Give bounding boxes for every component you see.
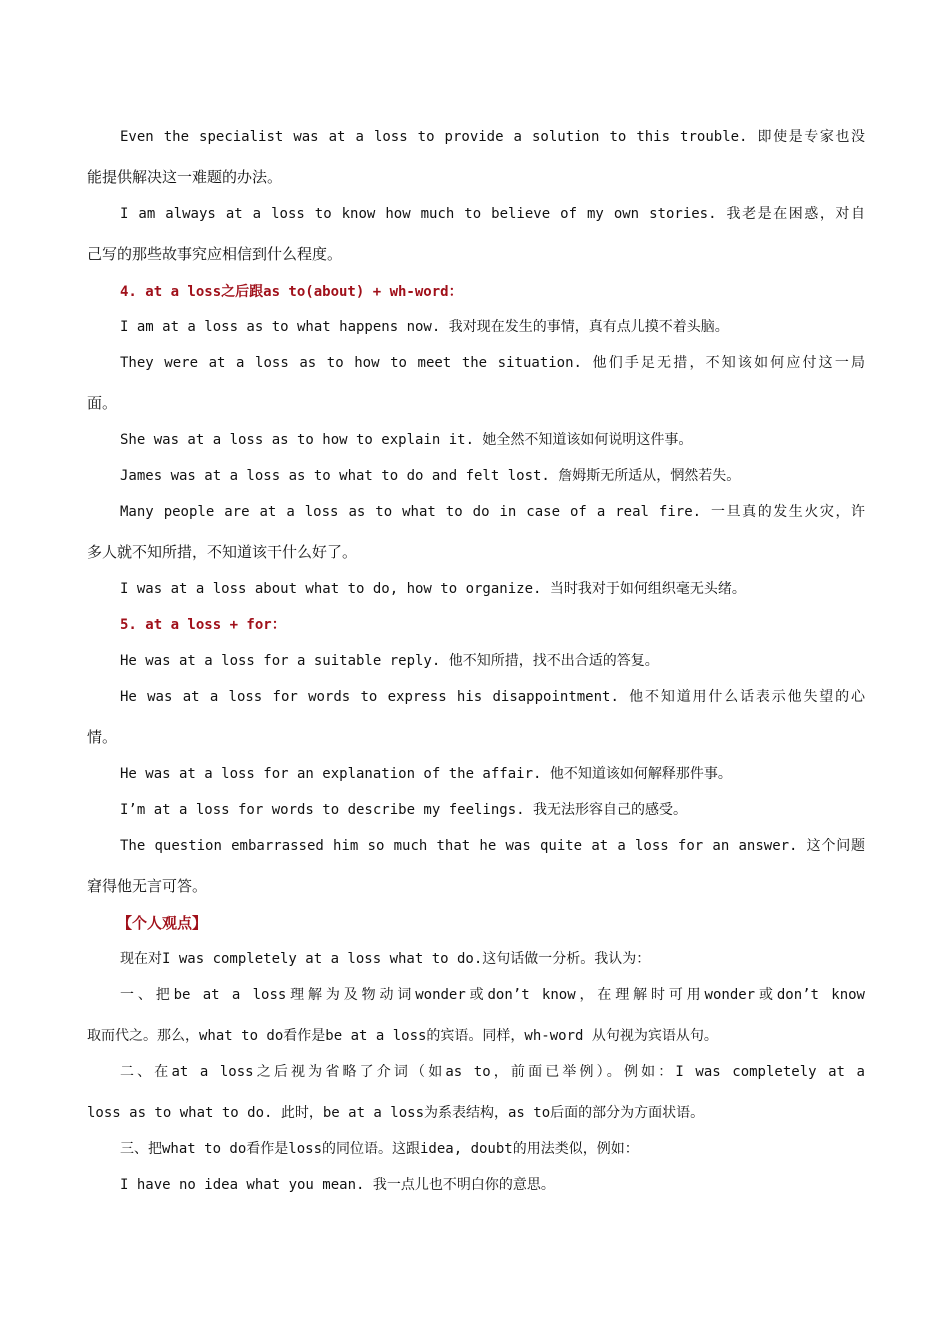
example-sentence: I am at a loss as to what happens now. 我对现在发生的事情，真有点儿摸不着头脑。 <box>120 319 729 335</box>
personal-view-heading: 【个人观点】 <box>117 914 208 932</box>
paragraph-line: 窘得他无言可答。 <box>87 877 208 895</box>
example-sentence: I was at a loss about what to do, how to organize. 当时我对于如何组织毫无头绪。 <box>120 581 746 597</box>
paragraph-line: Even the specialist was at a loss to provide a solution to this trouble. 即使是专家也没 <box>120 129 865 145</box>
example-sentence: He was at a loss for words to express his disappointment. 他不知道用什么话表示他失望的心 <box>120 689 865 705</box>
example-sentence: James was at a loss as to what to do and felt lost. 詹姆斯无所适从，惘然若失。 <box>120 468 741 484</box>
paragraph-line: I am always at a loss to know how much to believe of my own stories. 我老是在困惑，对自 <box>120 206 865 222</box>
paragraph-line: 取而代之。那么，what to do看作是be at a loss的宾语。同样，wh-word 从句视为宾语从句。 <box>87 1028 718 1044</box>
paragraph-line: 情。 <box>87 728 118 746</box>
section-heading-4: 4. at a loss之后跟as to(about) + wh-word： <box>120 284 463 300</box>
paragraph-line: 己写的那些故事究应相信到什么程度。 <box>87 245 343 263</box>
example-sentence: He was at a loss for a suitable reply. 他不知所措，找不出合适的答复。 <box>120 653 659 669</box>
paragraph-line: 能提供解决这一难题的办法。 <box>87 168 283 186</box>
paragraph-line: 一、把be at a loss理解为及物动词wonder或don’t know，在理解时可用wonder或don’t know <box>120 987 865 1003</box>
paragraph-line: 二、在at a loss之后视为省略了介词（如as to，前面已举例）。例如：I was completely at a <box>120 1064 865 1080</box>
example-sentence: Many people are at a loss as to what to do in case of a real fire. 一旦真的发生火灾，许 <box>120 504 865 520</box>
paragraph-line: 面。 <box>87 394 118 412</box>
paragraph-line: 多人就不知所措，不知道该干什么好了。 <box>87 543 358 561</box>
section-heading-5: 5. at a loss + for： <box>120 617 286 633</box>
example-sentence: He was at a loss for an explanation of the affair. 他不知道该如何解释那件事。 <box>120 766 732 782</box>
example-sentence: The question embarrassed him so much that he was quite at a loss for an answer. 这个问题 <box>120 838 865 854</box>
example-sentence: I’m at a loss for words to describe my feelings. 我无法形容自己的感受。 <box>120 802 688 818</box>
example-sentence: They were at a loss as to how to meet the situation. 他们手足无措，不知该如何应付这一局 <box>120 355 865 371</box>
paragraph-line: 现在对I was completely at a loss what to do.这句话做一分析。我认为： <box>120 951 651 967</box>
example-sentence: I have no idea what you mean. 我一点儿也不明白你的意思。 <box>120 1177 555 1193</box>
paragraph-line: 三、把what to do看作是loss的同位语。这跟idea, doubt的用法类似，例如： <box>120 1141 639 1157</box>
paragraph-line: loss as to what to do. 此时，be at a loss为系表结构，as to后面的部分为方面状语。 <box>87 1105 705 1121</box>
example-sentence: She was at a loss as to how to explain it. 她全然不知道该如何说明这件事。 <box>120 432 693 448</box>
